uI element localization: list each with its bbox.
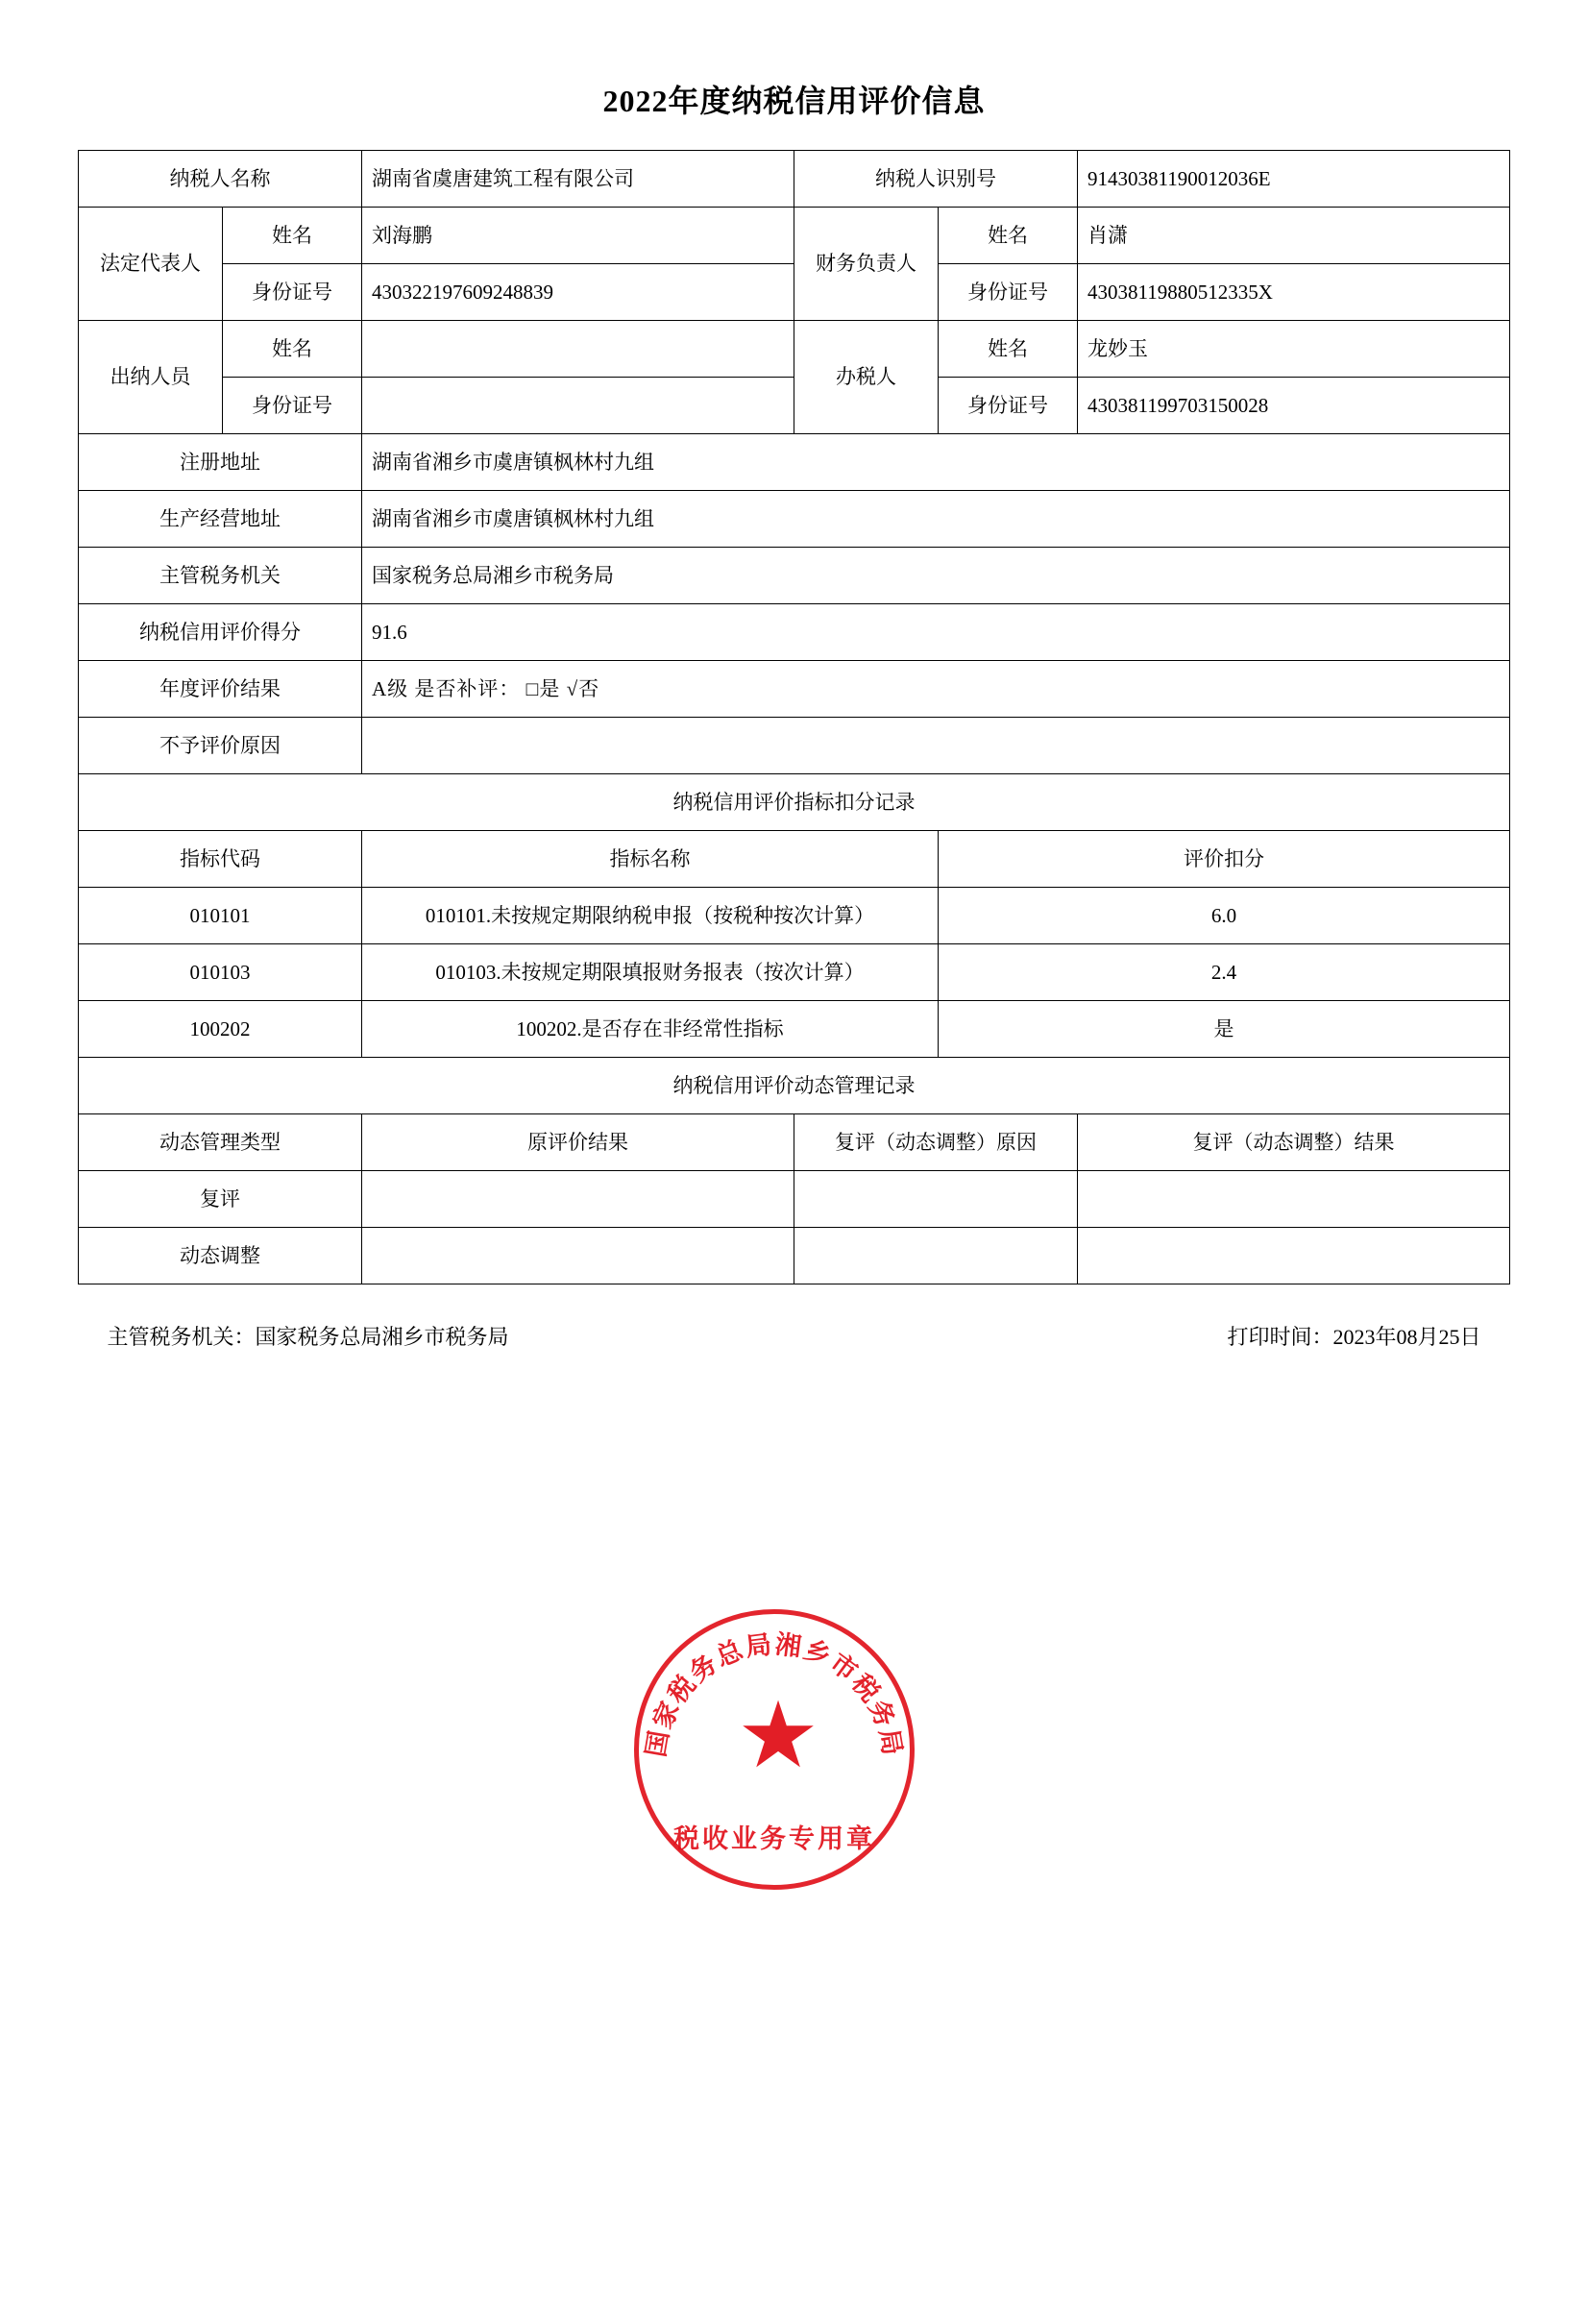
tax-handler-idcard-label: 身份证号	[939, 378, 1078, 434]
deduction-header-code: 指标代码	[79, 831, 362, 888]
table-row	[79, 321, 1510, 378]
legal-rep-name-label: 姓名	[223, 208, 362, 264]
dynamic-row-type: 动态调整	[79, 1228, 362, 1284]
table-header-row	[79, 831, 1510, 888]
footer-authority: 主管税务机关：国家税务总局湘乡市税务局	[107, 1325, 509, 1349]
business-address-value: 湖南省湘乡市虞唐镇枫林村九组	[362, 491, 1510, 548]
table-row	[79, 1171, 1510, 1228]
finance-head-label: 财务负责人	[794, 208, 939, 321]
legal-rep-idcard-value: 430322197609248839	[362, 264, 794, 321]
tax-handler-label: 办税人	[794, 321, 939, 434]
dynamic-row-reason	[794, 1228, 1078, 1284]
cashier-label: 出纳人员	[79, 321, 223, 434]
tax-handler-name-label: 姓名	[939, 321, 1078, 378]
table-row	[79, 151, 1510, 208]
deduction-header-score: 评价扣分	[939, 831, 1510, 888]
dynamic-row-original	[362, 1228, 794, 1284]
legal-rep-label: 法定代表人	[79, 208, 223, 321]
taxpayer-id-label: 纳税人识别号	[794, 151, 1078, 208]
seal-top-text: 国家税务总局湘乡市税务局	[641, 1629, 908, 1760]
finance-head-name-value: 肖潇	[1078, 208, 1510, 264]
dynamic-header-reason: 复评（动态调整）原因	[794, 1114, 1078, 1171]
annual-result-label: 年度评价结果	[79, 661, 362, 718]
table-row	[79, 491, 1510, 548]
dynamic-row-reason	[794, 1171, 1078, 1228]
table-row	[79, 944, 1510, 1001]
tax-credit-evaluation-table	[78, 150, 1510, 1284]
deduction-row-code: 010101	[79, 888, 362, 944]
seal-ring	[634, 1609, 915, 1890]
table-row	[79, 888, 1510, 944]
tax-handler-name-value: 龙妙玉	[1078, 321, 1510, 378]
deduction-row-score: 2.4	[939, 944, 1510, 1001]
finance-head-idcard-label: 身份证号	[939, 264, 1078, 321]
finance-head-idcard-value: 43038119880512335X	[1078, 264, 1510, 321]
table-row	[79, 718, 1510, 774]
deduction-row-name: 010101.未按规定期限纳税申报（按税种按次计算）	[362, 888, 939, 944]
finance-head-name-label: 姓名	[939, 208, 1078, 264]
no-eval-reason-value	[362, 718, 1510, 774]
credit-score-value: 91.6	[362, 604, 1510, 661]
table-row	[79, 548, 1510, 604]
seal-bottom-text: 税收业务专用章	[673, 1824, 875, 1853]
table-header-row	[79, 1114, 1510, 1171]
official-seal	[634, 1609, 922, 1897]
deduction-row-code: 100202	[79, 1001, 362, 1058]
credit-score-label: 纳税信用评价得分	[79, 604, 362, 661]
taxpayer-id-value: 91430381190012036E	[1078, 151, 1510, 208]
deduction-row-name: 010103.未按规定期限填报财务报表（按次计算）	[362, 944, 939, 1001]
table-row	[79, 208, 1510, 264]
taxpayer-name-label: 纳税人名称	[79, 151, 362, 208]
cashier-name-value	[362, 321, 794, 378]
registered-address-label: 注册地址	[79, 434, 362, 491]
cashier-idcard-value	[362, 378, 794, 434]
star-icon: ★	[736, 1684, 820, 1787]
svg-text:国家税务总局湘乡市税务局	[642, 1629, 908, 1759]
annual-result-value: A级 是否补评： □是 √否	[362, 661, 1510, 718]
table-row	[79, 774, 1510, 831]
deduction-row-score: 是	[939, 1001, 1510, 1058]
authority-value: 国家税务总局湘乡市税务局	[362, 548, 1510, 604]
dynamic-header-type: 动态管理类型	[79, 1114, 362, 1171]
deduction-row-name: 100202.是否存在非经常性指标	[362, 1001, 939, 1058]
cashier-name-label: 姓名	[223, 321, 362, 378]
registered-address-value: 湖南省湘乡市虞唐镇枫林村九组	[362, 434, 1510, 491]
seal-arc-text	[634, 1609, 915, 1890]
tax-handler-idcard-value: 430381199703150028	[1078, 378, 1510, 434]
table-row	[79, 1228, 1510, 1284]
dynamic-row-result	[1078, 1171, 1510, 1228]
dynamic-section-title: 纳税信用评价动态管理记录	[79, 1058, 1510, 1114]
footer-print-time: 打印时间：2023年08月25日	[1227, 1325, 1481, 1349]
page-title: 2022年度纳税信用评价信息	[602, 84, 986, 118]
deduction-section-title: 纳税信用评价指标扣分记录	[79, 774, 1510, 831]
dynamic-row-original	[362, 1171, 794, 1228]
no-eval-reason-label: 不予评价原因	[79, 718, 362, 774]
deduction-row-code: 010103	[79, 944, 362, 1001]
dynamic-row-result	[1078, 1228, 1510, 1284]
table-row	[79, 1001, 1510, 1058]
legal-rep-idcard-label: 身份证号	[223, 264, 362, 321]
business-address-label: 生产经营地址	[79, 491, 362, 548]
table-row	[79, 1058, 1510, 1114]
dynamic-header-result: 复评（动态调整）结果	[1078, 1114, 1510, 1171]
cashier-idcard-label: 身份证号	[223, 378, 362, 434]
deduction-header-name: 指标名称	[362, 831, 939, 888]
deduction-row-score: 6.0	[939, 888, 1510, 944]
authority-label: 主管税务机关	[79, 548, 362, 604]
table-row	[79, 434, 1510, 491]
dynamic-row-type: 复评	[79, 1171, 362, 1228]
dynamic-header-original: 原评价结果	[362, 1114, 794, 1171]
legal-rep-name-value: 刘海鹏	[362, 208, 794, 264]
table-row	[79, 661, 1510, 718]
document-page	[0, 77, 1588, 2324]
taxpayer-name-value: 湖南省虞唐建筑工程有限公司	[362, 151, 794, 208]
table-row	[79, 604, 1510, 661]
